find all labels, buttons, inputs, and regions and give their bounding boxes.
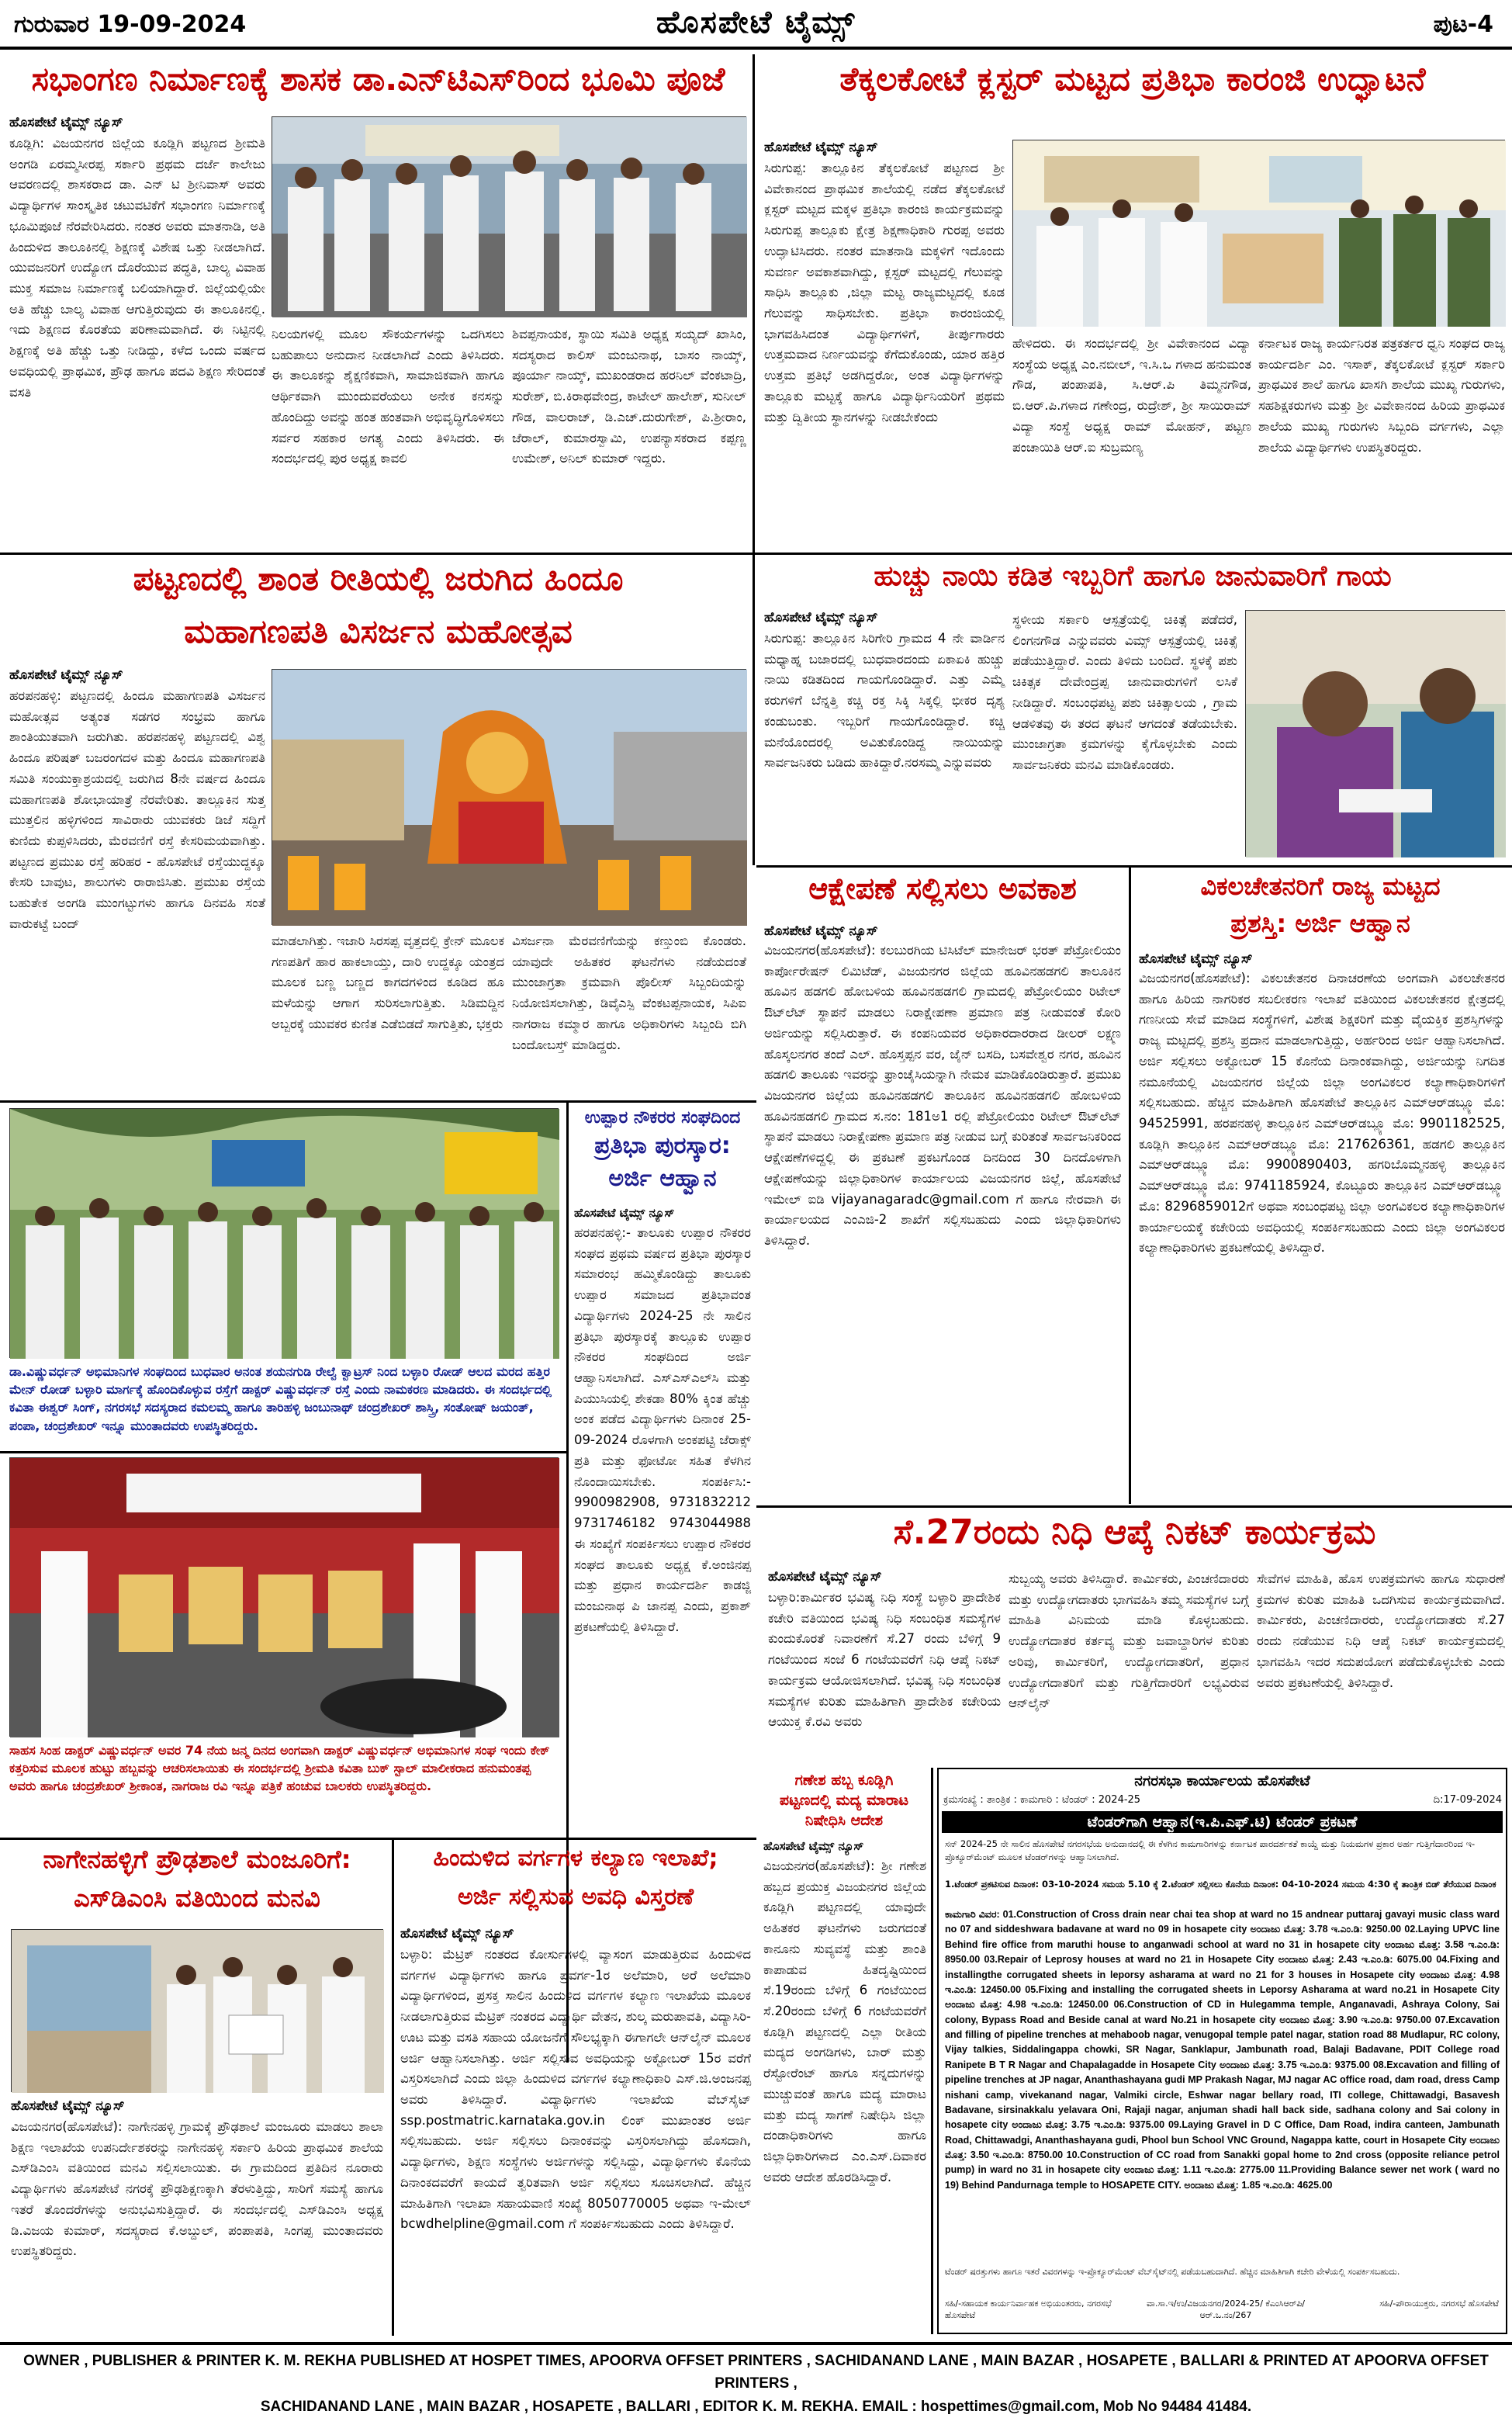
byline: ಹೊಸಪೇಟೆ ಟೈಮ್ಸ್ ನ್ಯೂಸ್ [768,1569,882,1585]
column-divider [753,54,755,865]
tender-note: ಟೆಂಡರ್ ಷರತ್ತುಗಳು ಹಾಗೂ ಇತರೆ ವಿವರಗಳನ್ನು ಇ-ಪ್ರೊಕ್ಯೂರ್‌ಮೆಂಟ್ ವೆಬ್‌ಸೈಟ್‌ನಲ್ಲಿ ಪಡೆಯಬಹುದಾಗಿದೆ. ಹೆಚ್ಚಿನ ಮಾಹಿತಿಗಾಗಿ ಕಚೇರಿ ವೇಳೆಯಲ್ಲಿ ಸಂಪರ್ಕಿಸಬಹುದು. [945,2267,1400,2277]
article-body: ಕರ್ನಾಟಕ ರಾಜ್ಯ ಕಾರ್ಯನಿರತ ಪತ್ರಕರ್ತರ ಧ್ವನಿ ಸಂಘದ ರಾಜ್ಯ ಕಾರ್ಯದರ್ಶಿ ಎಂ. ಇಸಾಕ್, ತೆಕ್ಕಲಕೋಟೆ ಕ್ಲಸ್ಟರ್ ಸರ್ಕಾರಿ ಪ್ರಾಥಮಿಕ ಶಾಲೆ ಹಾಗೂ ಖಾಸಗಿ ಶಾಲೆಯ ಮುಖ್ಯ ಗುರುಗಳು, ಸಹಶಿಕ್ಷಕರುಗಳು ಮತ್ತು ಶ್ರೀ ವಿವೇಕಾನಂದ ಹಿರಿಯ ಪ್ರಾಥಮಿಕ ಶಾಲೆಯ ಮುಖ್ಯ ಗುರುಗಳು ಸಿಬ್ಬಂದಿ ವರ್ಗಗಳು, ಎಲ್ಲಾ ಶಾಲೆಯ ವಿದ್ಯಾರ್ಥಿಗಳು ಉಪಸ್ಥಿತರಿದ್ದರು. [1258,336,1505,455]
article-headline: ವಿಕಲಚೇತನರಿಗೆ ರಾಜ್ಯ ಮಟ್ಟದ [1200,871,1441,901]
article-body: ಸ್ಥಳೀಯ ಸರ್ಕಾರಿ ಆಸ್ಪತ್ರೆಯಲ್ಲಿ ಚಿಕಿತ್ಸೆ ಪಡೆದರೆ, ಲಿಂಗನಗೌಡ ಎನ್ನುವವರು ವಿಮ್ಸ್ ಆಸ್ಪತ್ರೆಯಲ್ಲಿ ಚಿಕಿತ್ಸೆ ಪಡೆಯುತ್ತಿದ್ದಾರೆ. ಎಂದು ತಿಳಿದು ಬಂದಿದೆ. ಸ್ಥಳಕ್ಕೆ ಪಶು ಚಿಕಿತ್ಸಕ ದೇವೇಂದ್ರಪ್ಪ ಜಾನುವಾರುಗಳಿಗೆ ಲಸಿಕೆ ನೀಡಿದ್ದಾರೆ. ಸಂಬಂಧಪಟ್ಟ ಪಶು ಚಿಕಿತ್ಸಾಲಯ , ಗ್ರಾಮ ಆಡಳಿತವು ಈ ತರದ ಘಟನೆ ಆಗದಂತೆ ತಡೆಯಬೇಕು. ಮುಂಜಾಗ್ರತಾ ಕ್ರಮಗಳನ್ನು ಕೈಗೊಳ್ಳಬೇಕು ಎಂದು ಸಾರ್ವಜನಿಕರು ಮನವಿ ಮಾಡಿಕೊಂಡರು. [1012,612,1237,773]
tender-ro-number: ವಾ.ಸಾ.ಇ/ಉ/ವಿಜಯನಗರ/2024-25/ ಕೆಎಂಸಿಆರ್‌ಪಿ/ಆರ್.ಒ.ನಂ/267 [1147,2298,1305,2320]
byline: ಹೊಸಪೇಟೆ ಟೈಮ್ಸ್ ನ್ಯೂಸ್ [764,923,878,939]
article-headline: ಅರ್ಜಿ ಆಹ್ವಾನ [608,1165,717,1192]
pratibha-karanji-photo [1012,140,1505,326]
tender-title: ಟೆಂಡರ್‌ಗಾಗಿ ಆಹ್ವಾನ(ಇ.ಪಿ.ಎಫ್.ಟಿ) ಟೆಂಡರ್ ಪ್ರಕಟಣೆ [942,1811,1503,1833]
ground-breaking-photo [272,116,746,317]
tender-signatory: ಸಹಿ/-ಸಹಾಯಕ ಕಾರ್ಯನಿರ್ವಾಹಕ ಅಭಿಯಂತರರು, ನಗರಸಭೆ ಹೊಸಪೇಟೆ [945,2298,1112,2320]
article-body: ವಿಜಯನಗರ(ಹೊಸಪೇಟೆ): ಶ್ರೀ ಗಣೇಶ ಹಬ್ಬದ ಪ್ರಯುಕ್ತ ವಿಜಯನಗರ ಜಿಲ್ಲೆಯ ಕೂಡ್ಲಿಗಿ ಪಟ್ಟಣದಲ್ಲಿ ಯಾವುದೇ ಅಹಿತಕರ ಘಟನೆಗಳು ಜರುಗದಂತೆ ಕಾನೂನು ಸುವ್ಯವಸ್ಥೆ ಮತ್ತು ಶಾಂತಿ ಕಾಪಾಡುವ ಹಿತದೃಷ್ಟಿಯಿಂದ ಸೆ.19ರಂದು ಬೆಳಿಗ್ಗೆ 6 ಗಂಟೆಯಿಂದ ಸೆ.20ರಂದು ಬೆಳಿಗ್ಗೆ 6 ಗಂಟೆಯವರೆಗೆ ಕೂಡ್ಲಿಗಿ ಪಟ್ಟಣದಲ್ಲಿ ಎಲ್ಲಾ ರೀತಿಯ ಮದ್ಯದ ಅಂಗಡಿಗಳು, ಬಾರ್ ಮತ್ತು ರೆಸ್ಟೋರೆಂಟ್ ಹಾಗೂ ಸನ್ನದುಗಳನ್ನು ಮುಚ್ಚುವಂತೆ ಹಾಗೂ ಮದ್ಯ ಮಾರಾಟ ಮತ್ತು ಮದ್ಯ ಸಾಗಣೆ ನಿಷೇಧಿಸಿ ಜಿಲ್ಲಾ ದಂಡಾಧಿಕಾರಿಗಳು ಹಾಗೂ ಜಿಲ್ಲಾಧಿಕಾರಿಗಳಾದ ಎಂ.ಎಸ್.ದಿವಾಕರ ಅವರು ಆದೇಶ ಹೊರಡಿಸಿದ್ದಾರೆ. [763,1859,926,2184]
tender-intro: ಸನ್ 2024-25 ನೇ ಸಾಲಿನ ಹೊಸಪೇಟೆ ನಗರಸಭೆಯ ಅನುದಾನದಲ್ಲಿ ಈ ಕೆಳಗಿನ ಕಾಮಗಾರಿಗಳನ್ನು ಕರ್ನಾಟಕ ಪಾರದರ್ಶಕತೆ ಕಾಯ್ದೆ ಮತ್ತು ನಿಯಮಗಳ ಪ್ರಕಾರ ಅರ್ಹ ಗುತ್ತಿಗೆದಾರರಿಂದ ಇ-ಪ್ರೊಕ್ಯೂರ್‌ಮೆಂಟ್ ಮೂಲಕ ಟೆಂಡರ್‌ಗಳನ್ನು ಆಹ್ವಾನಿಸಲಾಗಿದೆ. [945,1838,1476,1862]
tender-works-list: ಕಾಮಗಾರಿ ವಿವರ: 01.Construction of Cross drain near chai tea shop at ward no 15 andnear puttaraj gavayi music class ward no 07 and siddeshwara badavane at ward no 09 in hosapete city ಅಂದಾಜು ಮೊತ್ತ: 3.78 ಇ.ಎಂ.ಡಿ: 9250.00 02.Laying UPVC line Behind fire office from maruthi house to anganwadi school at ward no 31 in hosapete city ಅಂದಾಜು ಮೊತ್ತ: 3.58 ಇ.ಎಂ.ಡಿ: 8950.00 03.Repair of Leprosy houses at ward no 21 in Hosapete City ಅಂದಾಜು ಮೊತ್ತ: 2.43 ಇ.ಎಂ.ಡಿ: 6075.00 04.Fixing and installingthe corrugated sheets in leporsy asharama at ward no 21 for 3 houses in Hosapete city ಅಂದಾಜು ಮೊತ್ತ: 4.98 ಇ.ಎಂ.ಡಿ: 12450.00 05.Fixing and installing the corrugated sheets in Leporsy Asharama at ward no.21 in Hosapete City ಅಂದಾಜು ಮೊತ್ತ: 4.98 ಇ.ಎಂ.ಡಿ: 12450.00 06.Construction of CD in Hulegamma temple, Anganavadi, Ashraya Colony, Sai colony, Bypass Road and Beside canal at ward No.21 in hosapete city ಅಂದಾಜು ಮೊತ್ತ: 3.90 ಇ.ಎಂ.ಡಿ: 9750.00 07.Excavation and filling of pipeline trenches at mehaboob nagar, venugopal temple patel nagar, station road 88 Mudlapur, RC colony, Vijay talkies, Siddalingappa chowki, SR Nagar, Sanklapur, Jambunath road, Balaji Badavane, PDIT College road Ranipete B T R Nagar and Chapalagadde in Hosapete City ಅಂದಾಜು ಮೊತ್ತ: 3.75 ಇ.ಎಂ.ಡಿ: 9375.00 08.Excavation and filling of pipeline trenches at JP nagar, Ananthashayana gudi MP Prakash Nagar, MJ nagar AC office road, dam road, dress Camp nishani camp, vivekanand nagar, Valmiki circle, Eshwar nagar bellary road, ITI college, Chittawadgi, Basavesh Badavane, sirsinakkalu yelavara Oni, Rajaji nagar, anjuman shadi hall back side, sadhana colony and Sai colony in hosapete city ಅಂದಾಜು ಮೊತ್ತ: 3.75 ಇ.ಎಂ.ಡಿ: 9375.00 09.Laying Gravel in D C Office, Dam Road, indira canteen, Jambunath Road, Chittawadgi, Ananthashayana gudi, Phool bun School VNC Ground, Nagappa katte, court in Hosapete City ಅಂದಾಜು ಮೊತ್ತ: 3.50 ಇ.ಎಂ.ಡಿ: 8750.00 10.Construction of CC road from Sanakki gopal home to 2nd cross (opposite reliance petrol pump) in ward no 31 in hosapete city ಅಂದಾಜು ಮೊತ್ತ: 1.11 ಇ.ಎಂ.ಡಿ: 2775.00 11.Providing Balance sewer net work ( ward no 19) Behind Pandurnaga temple to HOSAPETE CITY. ಅಂದಾಜು ಮೊತ್ತ: 1.85 ಇ.ಎಂ.ಡಿ: 4625.00 [945,1909,1500,2191]
article-headline: ಪ್ರತಿಭಾ ಪುರಸ್ಕಾರ: [594,1132,731,1159]
article-body: ವಿಜಯನಗರ(ಹೊಸಪೇಟೆ): ವಿಕಲಚೇತನರ ದಿನಾಚರಣೆಯ ಅಂಗವಾಗಿ ವಿಕಲಚೇತನರ ಹಾಗೂ ಹಿರಿಯ ನಾಗರಿಕರ ಸಬಲೀಕರಣ ಇಲಾಖೆ ವತಿಯಿಂದ ವಿಕಲಚೇತನರ ಕ್ಷೇತ್ರದಲ್ಲಿ ಗಣನೀಯ ಸೇವೆ ಮಾಡಿದ ಸಂಸ್ಥೆಗಳಿಗೆ, ವಿಶೇಷ ಶಿಕ್ಷಕರಿಗೆ ಮತ್ತು ವೈಯಕ್ತಿಕ ಪ್ರಶಸ್ತಿಗಳನ್ನು ರಾಜ್ಯ ಮಟ್ಟದಲ್ಲಿ ಪ್ರಶಸ್ತಿ ಪ್ರದಾನ ಮಾಡಲಾಗುತ್ತಿದ್ದು, ಅರ್ಹರಿಂದ ಅರ್ಜಿ ಆಹ್ವಾನಿಸಲಾಗಿದೆ. ಅರ್ಜಿ ಸಲ್ಲಿಸಲು ಅಕ್ಟೋಬರ್ 15 ಕೊನೆಯ ದಿನಾಂಕವಾಗಿದ್ದು, ಅರ್ಜಿಯನ್ನು ನಿಗದಿತ ನಮೂನೆಯಲ್ಲಿ ವಿಜಯನಗರ ಜಿಲ್ಲೆಯ ಜಿಲ್ಲಾ ಅಂಗವಿಕಲರ ಕಲ್ಯಾಣಾಧಿಕಾರಿಗಳಿಗೆ ಸಲ್ಲಿಸಬಹುದು. ಹೆಚ್ಚಿನ ಮಾಹಿತಿಗಾಗಿ ಹೊಸಪೇಟೆ ತಾಲ್ಲೂಕಿನ ಎಮ್‌ಆರ್‌ಡಬ್ಲ್ಯೂ ಮೊ: 94525991, ಹರಪನಹಳ್ಳಿ ತಾಲ್ಲೂಕಿನ ಎಮ್‌ಆರ್‌ಡಬ್ಲ್ಯೂ ಮೊ: 9901182525, ಕೂಡ್ಲಿಗಿ ತಾಲ್ಲೂಕಿನ ಎಮ್‌ಆರ್‌ಡಬ್ಲ್ಯೂ ಮೊ: 217626361, ಹಡಗಲಿ ತಾಲ್ಲೂಕಿನ ಎಮ್‌ಆರ್‌ಡಬ್ಲ್ಯೂ ಮೊ: 9900890403, ಹಗರಿಬೊಮ್ಮನಹಳ್ಳಿ ತಾಲ್ಲೂಕಿನ ಎಮ್‌ಆರ್‌ಡಬ್ಲ್ಯೂ ಮೊ: 9741185924, ಕೊಟ್ಟೂರು ತಾಲ್ಲೂಕಿನ ಎಮ್‌ಆರ್‌ಡಬ್ಲ್ಯೂ ಮೊ: 8296859012ಗೆ ಅಥವಾ ಸಂಬಂಧಪಟ್ಟ ಜಿಲ್ಲಾ ಅಂಗವಿಕಲರ ಕಲ್ಯಾಣಾಧಿಕಾರಿಗಳ ಕಾರ್ಯಾಲಯಕ್ಕೆ ಕಚೇರಿಯ ಅವಧಿಯಲ್ಲಿ ಸಂಪರ್ಕಿಸಬಹುದು ಎಂದು ಜಿಲ್ಲಾ ಅಂಗವಿಕಲರ ಕಲ್ಯಾಣಾಧಿಕಾರಿಗಳು ಪ್ರಕಟಣೆಯಲ್ಲಿ ತಿಳಿಸಿದ್ದಾರೆ. [1139,971,1505,1256]
article-body: ವಿಜಯನಗರ(ಹೊಸಪೇಟೆ): ಕಲಬುರಗಿಯ ಟಿಸಿಟೆಲ್ ಮಾನೇಜರ್ ಭರತ್ ಪೆಟ್ರೋಲಿಯಂ ಕಾರ್ಪೋರೇಷನ್ ಲಿಮಿಟೆಡ್, ವಿಜಯನಗರ ಜಿಲ್ಲೆಯ ಹೂವಿನಹಡಗಲಿ ತಾಲೂಕಿನ ಹೂವಿನ ಹಡಗಲಿ ಹೋಬಳಿಯ ಹೂವಿನಹಡಗಲಿ ಗ್ರಾಮದಲ್ಲಿ ಪೆಟ್ರೋಲಿಯಂ ರಿಟೇಲ್ ಔಟ್‌ಲೆಟ್ ಸ್ಥಾಪನೆ ಮಾಡಲು ನಿರಾಕ್ಷೇಪಣಾ ಪ್ರಮಾಣ ಪತ್ರ ನೀಡುವಂತೆ ಕೋರಿ ಅರ್ಜಿಯನ್ನು ಸಲ್ಲಿಸಿರುತ್ತಾರೆ. ಈ ಕಂಪನಿಯವರ ಅಧಿಕಾರದಾರರಾದ ಡೀಲರ್ ಲಕ್ಷ್ಮಣ ಹೊಸ್ಕಲನಗರ ತಂದೆ ಎಲ್. ಹೊಸ್ತಪ್ಪನ ವರ, ಜೈನ್ ಬಸದಿ, ಬಸವೇಶ್ವರ ನಗರ, ಹೂವಿನ ಹಡಗಲಿ ತಾಲೂಕು ಇವರನ್ನು ಫ್ರಾಂಚೈಸಿಯನ್ನಾಗಿ ನೇಮಕ ಮಾಡಿಕೊಂಡಿರುತ್ತಾರೆ. ಪ್ರಮುಖ ವಿಜಯನಗರ ಜಿಲ್ಲೆಯ ಹೂವಿನಹಡಗಲಿ ತಾಲೂಕಿನ ಹೂವಿನಹಡಗಲಿ ಹೋಬಳಿಯ ಹೂವಿನಹಡಗಲಿ ಗ್ರಾಮದ ಸ.ನಂ: 181ಅ1 ರಲ್ಲಿ ಪೆಟ್ರೋಲಿಯಂ ರಿಟೇಲ್ ಔಟ್‌ಲೆಟ್ ಸ್ಥಾಪನೆ ಮಾಡಲು ನಿರಾಕ್ಷೇಪಣಾ ಪ್ರಮಾಣ ಪತ್ರ ನೀಡುವ ಬಗ್ಗೆ ಕುರಿತಂತೆ ಸಾರ್ವಜನಿಕರಿಂದ ಆಕ್ಷೇಪಣೆಗಳಿದ್ದಲ್ಲಿ ಈ ಪ್ರಕಟಣೆ ಪ್ರಕಟಗೊಂಡ ದಿನದಿಂದ 30 ದಿನದೊಳಗಾಗಿ ಆಕ್ಷೇಪಣೆಯನ್ನು ಜಿಲ್ಲಾಧಿಕಾರಿಗಳ ಕಾರ್ಯಾಲಯ ವಿಜಯನಗರ ಜಿಲ್ಲೆ, ಹೊಸಪೇಟೆ ಇಮೇಲ್ ಐಡಿ vijayanagaradc@gmail.com ಗೆ ಹಾಗೂ ನೇರವಾಗಿ ಈ ಕಾರ್ಯಾಲಯದ ಎಂಎಜಿ-2 ಶಾಖೆಗೆ ಸಲ್ಲಿಸಬಹುದು ಎಂದು ಜಿಲ್ಲಾಧಿಕಾರಿಗಳು ತಿಳಿಸಿದ್ದಾರೆ. [764,943,1121,1249]
section-divider [0,1100,756,1103]
article-headline: ಅರ್ಜಿ ಸಲ್ಲಿಸುವ ಅವಧಿ ವಿಸ್ತರಣೆ [457,1883,694,1910]
article-headline: ಎಸ್‌ಡಿಎಂಸಿ ವತಿಯಿಂದ ಮನವಿ [74,1883,320,1913]
byline: ಹೊಸಪೇಟೆ ಟೈಮ್ಸ್ ನ್ಯೂಸ್ [9,115,123,130]
article-headline: ಮಹಾಗಣಪತಿ ವಿಸರ್ಜನ ಮಹೋತ್ಸವ [184,612,573,650]
article-headline: ಸೆ.27ರಂದು ನಿಧಿ ಆಪ್ಕೆ ನಿಕಟ್ ಕಾರ್ಯಕ್ರಮ [893,1512,1376,1552]
imprint-line: OWNER , PUBLISHER & PRINTER K. M. REKHA PUBLISHED AT HOSPET TIMES, APOORVA OFFSET PRINTERS , SACHIDANAND LANE , MAIN BAZAR , HOSAPETE , BALLARI & PRINTED AT APOORVA OFFSET PRINTERS , [23,2353,1489,2392]
article-body: ಹರಪನಹಳ್ಳಿ: ಪಟ್ಟಣದಲ್ಲಿ ಹಿಂದೂ ಮಹಾಗಣಪತಿ ವಿಸರ್ಜನ ಮಹೋತ್ಸವ ಅತ್ಯಂತ ಸಡಗರ ಸಂಭ್ರಮ ಹಾಗೂ ಶಾಂತಿಯುತವಾಗಿ ಜರುಗಿತು. ಹರಪನಹಳ್ಳಿ ಪಟ್ಟಣದಲ್ಲಿ ವಿಶ್ವ ಹಿಂದೂ ಪರಿಷತ್ ಬಜರಂಗದಳ ಮತ್ತು ಹಿಂದೂ ಮಹಾಗಣಪತಿ ಸಮಿತಿ ಸಂಯುಕ್ತಾಶ್ರಯದಲ್ಲಿ ಜರುಗಿದ 8ನೇ ವರ್ಷದ ಹಿಂದೂ ಮಹಾಗಣಪತಿ ಶೋಭಾಯಾತ್ರೆ ನೆರವೇರಿತು. ತಾಲ್ಲೂಕಿನ ಸುತ್ತ ಮುತ್ತಲಿನ ಹಳ್ಳಿಗಳಿಂದ ಸಾವಿರಾರು ಯುವಕರು ಡಿಜೆ ಸದ್ದಿಗೆ ಕುಣಿದು ಕುಪ್ಪಳಿಸಿದರು, ಮೆರವಣಿಗೆ ರಸ್ತೆ ಕೇಸರಿಮಯವಾಗಿತ್ತು. ಪಟ್ಟಣದ ಪ್ರಮುಖ ರಸ್ತೆ ಹರಿಹರ - ಹೊಸಪೇಟೆ ರಸ್ತೆಯುದ್ದಕ್ಕೂ ಕೇಸರಿ ಬಾವುಟ, ಶಾಲುಗಳು ರಾರಾಜಿಸಿತು. ಪ್ರಮುಖ ರಸ್ತೆಯ ಬಹುತೇಕ ಅಂಗಡಿ ಮುಂಗಟ್ಟುಗಳು ಹಾಗೂ ದಿನವಹಿ ಸಂತೆ ವಾರುಕಟ್ಟೆ ಬಂದ್ [9,688,265,931]
article-body: ವಿಸರ್ಜನಾ ಮೆರವಣಿಗೆಯನ್ನು ಕಣ್ತುಂಬಿ ಕೊಂಡರು. ಯಾವುದೇ ಅಹಿತಕರ ಘಟನೆಗಳು ನಡೆಯದಂತೆ ಮುಂಜಾಗ್ರತಾ ಕ್ರಮವಾಗಿ ಪೊಲೀಸ್ ಸಿಬ್ಬಂದಿಯನ್ನು ನಿಯೋಜಿಸಲಾಗಿತ್ತು, ಡಿವೈಎಸ್ಪಿ ವೆಂಕಟಪ್ಪನಾಯಕ, ಸಿಪಿಐ ನಾಗರಾಜ ಕಮ್ಮಾರ ಹಾಗೂ ಅಧಿಕಾರಿಗಳು ಸಿಬ್ಬಂದಿ ಬಿಗಿ ಬಂದೋಬಸ್ತ್ ಮಾಡಿದ್ದರು. [512,934,746,1052]
byline: ಹೊಸಪೇಟೆ ಟೈಮ್ಸ್ ನ್ಯೂಸ್ [764,140,878,155]
article-body: ಕೂಡ್ಲಿಗಿ: ವಿಜಯನಗರ ಜಿಲ್ಲೆಯ ಕೂಡ್ಲಿಗಿ ಪಟ್ಟಣದ ಶ್ರೀಮತಿ ಅಂಗಡಿ ಏರಮ್ಮಸೀರಪ್ಪ ಸರ್ಕಾರಿ ಪ್ರಥಮ ದರ್ಜೆ ಕಾಲೇಜು ಆವರಣದಲ್ಲಿ ಶಾಸಕರಾದ ಡಾ. ಎನ್ ಟಿ ಶ್ರೀನಿವಾಸ್ ಅವರು ವಿದ್ಯಾರ್ಥಿಗಳ ಸಾಂಸ್ಕೃತಿಕ ಚಟುವಟಿಕೆಗೆ ಸಭಾಂಗಣ ನಿರ್ಮಾಣಕ್ಕೆ ಭೂಮಿಪೂಜೆ ನೆರವೇರಿಸಿದರು. ನಂತರ ಅವರು ಮಾತನಾಡಿ, ಅತಿ ಹಿಂದುಳಿದ ತಾಲೂಕಿನಲ್ಲಿ ಶಿಕ್ಷಣಕ್ಕೆ ವಿಶೇಷ ಒತ್ತು ನೀಡಲಾಗಿದೆ. ಯುವಜನರಿಗೆ ಉದ್ಯೋಗ ದೊರೆಯುವ ಪದ್ಧತಿ, ಬಾಲ್ಯ ವಿವಾಹ ಮುಕ್ತ ಸಮಾಜ ನಿರ್ಮಾಣಕ್ಕೆ ಬಲಿಯಾಗಿದ್ದಾರೆ. ಜಿಲ್ಲೆಯಲ್ಲಿಯೇ ಅತಿ ಹೆಚ್ಚು ಬಾಲ್ಯ ವಿವಾಹ ಆಗುತ್ತಿರುವುದು ಈ ತಾಲೂಕಿನಲ್ಲಿ. ಇದು ಶಿಕ್ಷಣದ ಕೊರತೆಯ ಪರಿಣಾಮವಾಗಿದೆ. ಈ ನಿಟ್ಟಿನಲ್ಲಿ ಶಿಕ್ಷಣಕ್ಕೆ ಅತಿ ಹೆಚ್ಚು ಒತ್ತು ನೀಡಿದ್ದು, ಕಳೆದ ಒಂದು ವರ್ಷದ ಅವಧಿಯಲ್ಲಿ ಪ್ರಾಥಮಿಕ, ಪ್ರೌಢ ಹಾಗೂ ಪದವಿ ಶಿಕ್ಷಣ ಸೇರಿದಂತೆ ವಸತಿ [9,136,265,400]
dog-bite-victim-photo [1245,610,1505,857]
article-body: ಶಿವಪ್ಪನಾಯಕ, ಸ್ಥಾಯಿ ಸಮಿತಿ ಅಧ್ಯಕ್ಷ ಸಯ್ಯದ್ ಖಾಸಿಂ, ಸದಸ್ಯರಾದ ಕಾಲಿಸ್ ಮಂಜುನಾಥ, ಬಾಸಂ ನಾಯ್ಕ್, ಪೂರ್ಯಾ ನಾಯ್ಕ್, ಮುಖಂಡರಾದ ಹರನಿಲ್ ವೆಂಕಟಾದ್ರಿ, ಸುರೇಶ್, ಬಿ.ಕಿರಾಥವೇಂದ್ರ, ಕಾಟೇಲ್ ಹಾಲೇಶ್, ಸುನೀಲ್ ಗೌಡ, ವಾಲರಾಜ್, ಡಿ.ಎಚ್.ದುರುಗೇಶ್, ಪಿ.ಶ್ರೀರಾಂ, ಜೆರಾಲ್, ಕುಮಾರಸ್ವಾಮಿ, ಉಪನ್ಯಾಸಕರಾದ ಕಪ್ಪಣ್ಣ ಉಮೇಶ್, ಅನಿಲ್ ಕುಮಾರ್ ಇದ್ದರು. [512,327,746,466]
article-headline: ಸಭಾಂಗಣ ನಿರ್ಮಾಣಕ್ಕೆ ಶಾಸಕ ಡಾ.ಎನ್‌ಟಿಎಸ್‌ರಿಂದ ಭೂಮಿ ಪೂಜೆ [31,60,725,98]
column-divider [1129,868,1131,1504]
column-divider [392,1839,394,2336]
article-body: ಸೇವೆಗಳ ಮಾಹಿತಿ, ಹೊಸ ಉಪಕ್ರಮಗಳು ಹಾಗೂ ಸುಧಾರಣೆ ಕ್ರಮಗಳ ಕುರಿತು ಮಾಹಿತಿ ಒದಗಿಸುವ ಕಾರ್ಯಕ್ರಮವಾಗಿದೆ. ಕಾರ್ಮಿಕರು, ಪಿಂಚಣಿದಾರರು, ಉದ್ಯೋಗದಾತರು ಸೆ.27 ರಂದು ನಡೆಯುವ ನಿಧಿ ಆಪ್ಕೆ ನಿಕಟ್ ಕಾರ್ಯಕ್ರಮದಲ್ಲಿ ಭಾಗವಹಿಸಿ ಇದರ ಸದುಪಯೋಗ ಪಡೆದುಕೊಳ್ಳಬೇಕು ಎಂದು ಅವರು ಪ್ರಕಟಣೆಯಲ್ಲಿ ತಿಳಿಸಿದ್ದಾರೆ. [1257,1571,1505,1690]
byline: ಹೊಸಪೇಟೆ ಟೈಮ್ಸ್ ನ್ಯೂಸ್ [763,1839,864,1853]
tender-ref: ಕ್ರಮಸಂಖ್ಯೆ : ತಾಂತ್ರಿಕ : ಕಾಮಗಾರಿ : ಟೆಂಡರ್ : 2024-25 [943,1794,1141,1806]
column-divider [566,1102,569,2063]
tender-notice [937,1768,1507,2334]
byline: ಹೊಸಪೇಟೆ ಟೈಮ್ಸ್ ನ್ಯೂಸ್ [400,1926,514,1942]
memorandum-photo [11,1929,383,2092]
section-divider [0,1838,756,1840]
article-headline: ಪಟ್ಟಣದಲ್ಲಿ ಮದ್ಯ ಮಾರಾಟ [779,1792,909,1809]
article-headline: ಉಪ್ಪಾರ ನೌಕರರ ಸಂಘದಿಂದ [584,1108,741,1128]
imprint-line: SACHIDANAND LANE , MAIN BAZAR , HOSAPETE , BALLARI , EDITOR K. M. REKHA. EMAIL : hospettimes@gmail.com, Mob No 94484 41484. [260,2398,1252,2415]
article-body: ಬಳ್ಳಾರಿ:ಕಾರ್ಮಿಕರ ಭವಿಷ್ಯ ನಿಧಿ ಸಂಸ್ಥೆ ಬಳ್ಳಾರಿ ಪ್ರಾದೇಶಿಕ ಕಚೇರಿ ವತಿಯಿಂದ ಭವಿಷ್ಯ ನಿಧಿ ಸಂಬಂಧಿತ ಸಮಸ್ಯೆಗಳ ಕುಂದುಕೊರತೆ ನಿವಾರಣೆಗೆ ಸೆ.27 ರಂದು ಬೆಳಿಗ್ಗೆ 9 ಗಂಟೆಯಿಂದ ಸಂಜೆ 6 ಗಂಟೆಯವರೆಗೆ ನಿಧಿ ಆಪ್ಕೆ ನಿಕಟ್ ಕಾರ್ಯಕ್ರಮ ಆಯೋಜಿಸಲಾಗಿದೆ. ಭವಿಷ್ಯ ನಿಧಿ ಸಂಬಂಧಿತ ಸಮಸ್ಯೆಗಳ ಕುರಿತು ಮಾಹಿತಿಗಾಗಿ ಪ್ರಾದೇಶಿಕ ಕಚೇರಿಯ ಆಯುಕ್ತ ಕೆ.ರವಿ ಅವರು [768,1590,1001,1730]
birthday-celebration-photo [9,1457,559,1737]
byline: ಹೊಸಪೇಟೆ ಟೈಮ್ಸ್ ನ್ಯೂಸ್ [9,667,123,683]
article-headline: ಗಣೇಶ ಹಬ್ಬ ಕೂಡ್ಲಿಗಿ [794,1772,894,1789]
article-body: ನಿಲಯಗಳಲ್ಲಿ ಮೂಲ ಸೌಕರ್ಯಗಳನ್ನು ಒದಗಿಸಲು ಬಹುಪಾಲು ಅನುದಾನ ನೀಡಲಾಗಿದೆ ಎಂದು ತಿಳಿಸಿದರು. ಈ ತಾಲೂಕನ್ನು ಶೈಕ್ಷಣಿಕವಾಗಿ, ಸಾಮಾಜಿಕವಾಗಿ ಹಾಗೂ ಆರ್ಥಿಕವಾಗಿ ಮುಂದುವರೆಯಲು ಅನೇಕ ಕನಸನ್ನು ಹೊಂದಿದ್ದು ಅವನ್ನು ಹಂತ ಹಂತವಾಗಿ ಅಭಿವೃದ್ಧಿಗೊಳಿಸಲು ಸರ್ವರ ಸಹಕಾರ ಅಗತ್ಯ ಎಂದು ತಿಳಿಸಿದರು. ಈ ಸಂದರ್ಭದಲ್ಲಿ ಪುರ ಅಧ್ಯಕ್ಷ ಕಾವಲಿ [272,327,504,466]
tender-date: ದಿ:17-09-2024 [1433,1794,1502,1806]
section-divider [0,1451,566,1453]
article-body: ಬಳ್ಳಾರಿ: ಮೆಟ್ರಿಕ್ ನಂತರದ ಕೋರ್ಸುಗಳಲ್ಲಿ ವ್ಯಾಸಂಗ ಮಾಡುತ್ತಿರುವ ಹಿಂದುಳಿದ ವರ್ಗಗಳ ವಿದ್ಯಾರ್ಥಿಗಳು ಹಾಗೂ ಪ್ರವರ್ಗ-1ರ ಅಲೆಮಾರಿ, ಅರೆ ಅಲೆಮಾರಿ ವಿದ್ಯಾರ್ಥಿಗಳಿಂದ, ಪ್ರಸಕ್ತ ಸಾಲಿನ ಹಿಂದುಳಿದ ವರ್ಗಗಳ ಕಲ್ಯಾಣ ಇಲಾಖೆಯ ಮೂಲಕ ನೀಡಲಾಗುತ್ತಿರುವ ಮೆಟ್ರಿಕ್ ನಂತರದ ವಿದ್ಯಾರ್ಥಿ ವೇತನ, ಶುಲ್ಕ ಮರುಪಾವತಿ, ವಿದ್ಯಾಸಿರಿ-ಊಟ ಮತ್ತು ವಸತಿ ಸಹಾಯ ಯೋಜನೆಗೆ ಸೌಲಭ್ಯಕ್ಕಾಗಿ ಈಗಾಗಲೇ ಆನ್‌ಲೈನ್ ಮೂಲಕ ಅರ್ಜಿ ಆಹ್ವಾನಿಸಲಾಗಿತ್ತು. ಅರ್ಜಿ ಸಲ್ಲಿಸುವ ಅವಧಿಯನ್ನು ಅಕ್ಟೋಬರ್ 15ರ ವರೆಗೆ ವಿಸ್ತರಿಸಲಾಗಿದೆ ಎಂದು ಜಿಲ್ಲಾ ಹಿಂದುಳಿದ ವರ್ಗಗಳ ಕಲ್ಯಾಣಾಧಿಕಾರಿ ಎಸ್.ಜಿ.ಅಂಜನಪ್ಪ ಅವರು ತಿಳಿಸಿದ್ದಾರೆ. ವಿದ್ಯಾರ್ಥಿಗಳು ಇಲಾಖೆಯ ವೆಬ್‌ಸೈಟ್ ssp.postmatric.karnataka.gov.in ಲಿಂಕ್ ಮುಖಾಂತರ ಅರ್ಜಿ ಸಲ್ಲಿಸಬಹುದು. ಅರ್ಜಿ ಸಲ್ಲಿಸಲು ದಿನಾಂಕವನ್ನು ವಿಸ್ತರಿಸಲಾಗಿದ್ದು ಹೊಸದಾಗಿ, ವಿದ್ಯಾರ್ಥಿಗಳು, ಶಿಕ್ಷಣ ಸಂಸ್ಥೆಗಳು ಅರ್ಜಿಗಳನ್ನು ಸಲ್ಲಿಸಿದ್ದು, ವಿದ್ಯಾರ್ಥಿಗಳು ಕೊನೆಯ ದಿನಾಂಕದವರೆಗೆ ಕಾಯದೆ ತ್ವರಿತವಾಗಿ ಅರ್ಜಿ ಸಲ್ಲಿಸಲು ಸೂಚಿಸಲಾಗಿದೆ. ಹೆಚ್ಚಿನ ಮಾಹಿತಿಗಾಗಿ ಇಲಾಖಾ ಸಹಾಯವಾಣಿ ಸಂಖ್ಯೆ 8050770005 ಅಥವಾ ಇ-ಮೇಲ್ bcwdhelpline@gmail.com ಗೆ ಸಂಪರ್ಕಿಸಬಹುದು ಎಂದು ತಿಳಿಸಿದ್ದಾರೆ. [400,1947,751,2232]
article-headline: ತೆಕ್ಕಲಕೋಟೆ ಕ್ಲಸ್ಟರ್ ಮಟ್ಟದ ಪ್ರತಿಭಾ ಕಾರಂಜಿ ಉದ್ಘಾಟನೆ [839,60,1426,98]
article-headline: ನಿಷೇಧಿಸಿ ಆದೇಶ [804,1812,884,1829]
article-body: ವಿಜಯನಗರ(ಹೊಸಪೇಟೆ): ನಾಗೇನಹಳ್ಳಿ ಗ್ರಾಮಕ್ಕೆ ಪ್ರೌಢಶಾಲೆ ಮಂಜೂರು ಮಾಡಲು ಶಾಲಾ ಶಿಕ್ಷಣ ಇಲಾಖೆಯ ಉಪನಿರ್ದೇಶಕರನ್ನು ನಾಗೇನಹಳ್ಳಿ ಸರ್ಕಾರಿ ಹಿರಿಯ ಪ್ರಾಥಮಿಕ ಶಾಲೆಯ ಎಸ್‌ಡಿಎಂಸಿ ವತಿಯಿಂದ ಮನವಿ ಸಲ್ಲಿಸಲಾಯಿತು. ಈ ಗ್ರಾಮದಿಂದ ಪ್ರತಿದಿನ ನೂರಾರು ವಿದ್ಯಾರ್ಥಿಗಳು ಹೊಸಪೇಟೆ ನಗರಕ್ಕೆ ಪ್ರೌಢಶಿಕ್ಷಣಕ್ಕಾಗಿ ತೆರಳುತ್ತಿದ್ದು, ಸಾರಿಗೆ ಸಮಸ್ಯೆ ಹಾಗೂ ಇತರೆ ತೊಂದರೆಗಳನ್ನು ಅನುಭವಿಸುತ್ತಿದ್ದಾರೆ. ಈ ಸಂದರ್ಭದಲ್ಲಿ ಎಸ್‌ಡಿಎಂಸಿ ಅಧ್ಯಕ್ಷ ಡಿ.ವಿಜಯ ಕುಮಾರ್, ಸದಸ್ಯರಾದ ಕೆ.ಅಬ್ದುಲ್, ಪಂಪಾಪತಿ, ಸಿಂಗಪ್ಪ ಮುಂತಾದವರು ಉಪಸ್ಥಿತರಿದ್ದರು. [11,2119,383,2259]
article-body: ಸಿರುಗುಪ್ಪ: ತಾಲ್ಲೂಕಿನ ಸಿರಿಗೇರಿ ಗ್ರಾಮದ 4 ನೇ ವಾರ್ಡಿನ ಮಧ್ಯಾಹ್ನ ಬಜಾರದಲ್ಲಿ ಬುಧವಾರದಂದು ಏಕಾಏಕಿ ಹುಚ್ಚು ನಾಯಿ ಕಡಿತದಿಂದ ಗಾಯಗೊಂಡಿದ್ದಾರೆ. ಎತ್ತು ಎಮ್ಮೆ ಕರುಗಳಿಗೆ ಬೆನ್ನತ್ತಿ ಕಚ್ಚಿ ರಕ್ತ ಸಿಕ್ಕಿ ಸಿಕ್ಕಲ್ಲಿ ಭೀಕರ ದೃಶ್ಯ ಕಂಡುಬಂತು. ಇಬ್ಬರಿಗೆ ಗಾಯಗೊಂಡಿದ್ದಾರೆ. ಕಚ್ಚಿ ಮನೆಯೊಂದರಲ್ಲಿ ಅವಿತುಕೊಂಡಿದ್ದ ನಾಯಿಯನ್ನು ಸಾರ್ವಜನಿಕರು ಬಡಿದು ಹಾಕಿದ್ದಾರೆ.ನರಸಮ್ಮ ಎನ್ನುವವರು [764,631,1005,771]
article-body: ಮಾಡಲಾಗಿತ್ತು. ಇಜಾರಿ ಸಿರಸಪ್ಪ ವೃತ್ತದಲ್ಲಿ ಕ್ರೇನ್ ಮೂಲಕ ಗಣಪತಿಗೆ ಹಾರ ಹಾಕಲಾಯ್ತು, ದಾರಿ ಉದ್ದಕ್ಕೂ ಯಂತ್ರದ ಮೂಲಕ ಬಣ್ಣ ಬಣ್ಣದ ಕಾಗದಗಳಿಂದ ಕೂಡಿದ ಹೂ ಮಳೆಯನ್ನು ಆಗಾಗ ಸುರಿಸಲಾಗುತ್ತಿತು. ಸಿಡಿಮದ್ದಿನ ಅಬ್ಬರಕ್ಕೆ ಯುವಕರ ಕುಣಿತ ಎಡೆಬಿಡದೆ ಸಾಗುತ್ತಿತು, ಭಕ್ತರು [272,934,504,1031]
byline: ಹೊಸಪೇಟೆ ಟೈಮ್ಸ್ ನ್ಯೂಸ್ [11,2098,125,2114]
newspaper-title: ಹೊಸಪೇಟೆ ಟೈಮ್ಸ್ [656,5,856,40]
photo-caption: ಸಾಹಸ ಸಿಂಹ ಡಾಕ್ಟರ್ ವಿಷ್ಣುವರ್ಧನ್ ಅವರ 74 ನೆಯ ಜನ್ಮ ದಿನದ ಅಂಗವಾಗಿ ಡಾಕ್ಟರ್ ವಿಷ್ಣುವರ್ಧನ್ ಅಭಿಮಾನಿಗಳ ಸಂಘ ಇಂದು ಕೇಕ್ ಕತ್ತರಿಸುವ ಮೂಲಕ ಹುಟ್ಟು ಹಬ್ಬವನ್ನು ಆಚರಿಸಲಾಯಿತು ಈ ಸಂದರ್ಭದಲ್ಲಿ ಶ್ರೀಮತಿ ಕವಿತಾ ಬುಕ್ ಸ್ಟಾಲ್ ಮಾಲೀಕರಾದ ಹನುಮಂತಪ್ಪ ಅವರು ಹಾಗೂ ಚಂದ್ರಶೇಖರ್ ಶ್ರೀಕಾಂತ, ನಾಗರಾಜ ರವಿ ಇನ್ನೂ ಪತ್ರಿಕೆ ಹಂಚುವ ಬಾಲಕರು ಉಪಸ್ಥಿತರಿದ್ದರು. [9,1743,550,1794]
byline: ಹೊಸಪೇಟೆ ಟೈಮ್ಸ್ ನ್ಯೂಸ್ [764,610,878,625]
article-body: ಸಿರುಗುಪ್ಪ: ತಾಲ್ಲೂಕಿನ ತೆಕ್ಕಲಕೋಟೆ ಪಟ್ಟಣದ ಶ್ರೀ ವಿವೇಕಾನಂದ ಪ್ರಾಥಮಿಕ ಶಾಲೆಯಲ್ಲಿ ನಡೆದ ತೆಕ್ಕಲಕೋಟೆ ಕ್ಲಸ್ಟರ್ ಮಟ್ಟದ ಮಕ್ಕಳ ಪ್ರತಿಭಾ ಕಾರಂಜಿ ಕಾರ್ಯಕ್ರಮವನ್ನು ಸಿರುಗುಪ್ಪ ತಾಲ್ಲೂಕು ಕ್ಷೇತ್ರ ಶಿಕ್ಷಣಾಧಿಕಾರಿ ಗುರಪ್ಪ ಅವರು ಉದ್ಘಾಟಿಸಿದರು. ನಂತರ ಮಾತನಾಡಿ ಮಕ್ಕಳಿಗೆ ಇದೊಂದು ಸುವರ್ಣ ಅವಕಾಶವಾಗಿದ್ದು, ಕ್ಲಸ್ಟರ್ ಮಟ್ಟದಲ್ಲಿ ಗೆಲುವನ್ನು ಸಾಧಿಸಿ ತಾಲ್ಲೂಕು ,ಜಿಲ್ಲಾ ಮಟ್ಟ ರಾಜ್ಯಮಟ್ಟದಲ್ಲಿ ಕೂಡ ಗೆಲುವನ್ನು ಸಾಧಿಸಬೇಕು. ಪ್ರತಿಭಾ ಕಾರಂಜಿಯಲ್ಲಿ ಭಾಗವಹಿಸಿದಂತ ವಿದ್ಯಾರ್ಥಿಗಳಿಗೆ, ತೀರ್ಪುಗಾರರು ಉತ್ತಮವಾದ ನಿರ್ಣಯವನ್ನು ಕೆಗೆದುಕೊಂಡು, ಯಾರ ಹತ್ತಿರ ಉತ್ತಮ ಪ್ರತಿಭೆ ಅಡಗಿದ್ದರೋ, ಅಂತ ವಿದ್ಯಾರ್ಥಿಗಳನ್ನು ತಾಲ್ಲೂಕು ಮಟ್ಟಕ್ಕೆ ಹಾಗೂ ವಿದ್ಯಾರ್ಥಿನಿಯರಿಗೆ ಪ್ರಥಮ ಮತ್ತು ದ್ವಿತೀಯ ಸ್ಥಾನಗಳನ್ನು ನೀಡಬೇಕೆಂದು [764,161,1005,424]
section-divider [756,865,1512,868]
tender-office: ನಗರಸಭಾ ಕಾರ್ಯಾಲಯ ಹೊಸಪೇಟೆ [1134,1772,1310,1789]
tender-dates: 1.ಟೆಂಡರ್ ಪ್ರಕಟಿಸುವ ದಿನಾಂಕ: 03-10-2024 ಸಮಯ 5.10 ಕ್ಕೆ 2.ಟೆಂಡರ್ ಸಲ್ಲಿಸಲು ಕೊನೆಯ ದಿನಾಂಕ: 04-10-2024 ಸಮಯ 4:30 ಕ್ಕೆ ತಾಂತ್ರಿಕ ಬಿಡ್ ತೆರೆಯುವ ದಿನಾಂಕ [945,1879,1496,1890]
article-headline: ಹುಚ್ಚು ನಾಯಿ ಕಡಿತ ಇಬ್ಬರಿಗೆ ಹಾಗೂ ಜಾನುವಾರಿಗೆ ಗಾಯ [874,560,1392,592]
column-divider [931,1768,933,2334]
vishnuvardhan-road-photo [9,1108,559,1358]
article-headline: ಪ್ರಶಸ್ತಿ: ಅರ್ಜಿ ಆಹ್ವಾನ [1230,909,1410,938]
article-headline: ಆಕ್ಷೇಪಣೆ ಸಲ್ಲಿಸಲು ಅವಕಾಶ [808,871,1077,906]
byline: ಹೊಸಪೇಟೆ ಟೈಮ್ಸ್ ನ್ಯೂಸ್ [574,1206,675,1220]
section-divider [756,1505,1512,1508]
article-headline: ನಾಗೇನಹಳ್ಳಿಗೆ ಪ್ರೌಢಶಾಲೆ ಮಂಜೂರಿಗೆ: [43,1845,351,1874]
page-number: ಪುಟ-4 [1433,11,1493,38]
section-divider [0,553,1512,555]
article-headline: ಹಿಂದುಳಿದ ವರ್ಗಗಳ ಕಲ್ಯಾಣ ಇಲಾಖೆ; [433,1845,718,1872]
article-body: ಹರಪನಹಳ್ಳಿ:- ತಾಲೂಕು ಉಪ್ಪಾರ ನೌಕರರ ಸಂಘದ ಪ್ರಥಮ ವರ್ಷದ ಪ್ರತಿಭಾ ಪುರಸ್ಕಾರ ಸಮಾರಂಭ ಹಮ್ಮಿಕೊಂಡಿದ್ದು ತಾಲೂಕು ಉಪ್ಪಾರ ಸಮಾಜದ ಪ್ರತಿಭಾವಂತ ವಿದ್ಯಾರ್ಥಿಗಳು 2024-25 ನೇ ಸಾಲಿನ ಪ್ರತಿಭಾ ಪುರಸ್ಕಾರಕ್ಕೆ ತಾಲ್ಲೂಕು ಉಪ್ಪಾರ ನೌಕರರ ಸಂಘದಿಂದ ಅರ್ಜಿ ಆಹ್ವಾನಿಸಲಾಗಿದೆ. ಎಸ್‌ಎಸ್‌ಎಲ್‌ಸಿ ಮತ್ತು ಪಿಯುಸಿಯಲ್ಲಿ ಶೇಕಡಾ 80% ಕ್ಕಿಂತ ಹೆಚ್ಚು ಅಂಕ ಪಡೆದ ವಿದ್ಯಾರ್ಥಿಗಳು ದಿನಾಂಕ 25-09-2024 ರೊಳಗಾಗಿ ಅಂಕಪಟ್ಟಿ ಜೆರಾಕ್ಸ್ ಪ್ರತಿ ಮತ್ತು ಫೋಟೋ ಸಹಿತ ಕೆಳಗಿನ ನೊಂದಾಯಿಸಬೇಕು. ಸಂಪರ್ಕಿಸಿ:- 9900982908, 9731832212 9731746182 9743044988 ಈ ಸಂಖ್ಯೆಗೆ ಸಂಪರ್ಕಿಸಲು ಉಪ್ಪಾರ ನೌಕರರ ಸಂಘದ ತಾಲೂಕು ಅಧ್ಯಕ್ಷ ಕೆ.ಅಂಜಿನಪ್ಪ ಮತ್ತು ಪ್ರಧಾನ ಕಾರ್ಯದರ್ಶಿ ಕಾಡಜ್ಜಿ ಮಂಜುನಾಥ ಪಿ ಜಾನಪ್ಪ ಎಂದು, ಪ್ರಕಾಶ್ ಪ್ರಕಟಣೆಯಲ್ಲಿ ತಿಳಿಸಿದ್ದಾರೆ. [574,1225,751,1634]
article-headline: ಪಟ್ಟಣದಲ್ಲಿ ಶಾಂತ ರೀತಿಯಲ್ಲಿ ಜರುಗಿದ ಹಿಂದೂ [133,559,624,598]
tender-signatory: ಸಹಿ/-ಪೌರಾಯುಕ್ತರು, ನಗರಸಭೆ ಹೊಸಪೇಟೆ [1379,2298,1499,2309]
byline: ಹೊಸಪೇಟೆ ಟೈಮ್ಸ್ ನ್ಯೂಸ್ [1139,951,1253,967]
photo-caption: ಡಾ.ವಿಷ್ಣುವರ್ಧನ್ ಅಭಿಮಾನಿಗಳ ಸಂಘದಿಂದ ಬುಧವಾರ ಅನಂತ ಶಯನಗುಡಿ ರೇಲ್ವೆ ಕ್ವಾಟ್ರಸ್ ನಿಂದ ಬಳ್ಳಾರಿ ರೋಡ್ ಆಲದ ಮರದ ಹತ್ತಿರ ಮೇನ್ ರೋಡ್ ಬಳ್ಳಾರಿ ಮಾರ್ಗಕ್ಕೆ ಹೊಂದಿಕೊಳ್ಳುವ ರಸ್ತೆಗೆ ಡಾಕ್ಟರ್ ವಿಷ್ಣುವರ್ಧನ್ ರಸ್ತೆ ಎಂದು ನಾಮಕರಣ ಮಾಡಿದರು. ಈ ಸಂದರ್ಭದಲ್ಲಿ ಕವಿತಾ ಈಶ್ವರ್ ಸಿಂಗ್, ನಗರಸಭೆ ಸದಸ್ಯರಾದ ಕಮಲಮ್ಮ ಹಾಗೂ ತಾರಿಹಳ್ಳಿ ಜಂಬುನಾಥ್ ಚಂದ್ರಶೇಖರ್ ಶಾಸ್ತ್ರಿ, ಸಂತೋಷ್ ಜಯಂತ್, ಪಂಪಾ, ಚಂದ್ರಶೇಖರ್ ಇನ್ನೂ ಮುಂತಾದವರು ಉಪಸ್ಥಿತರಿದ್ದರು. [9,1364,552,1433]
masthead [0,0,1512,50]
issue-date: ಗುರುವಾರ 19-09-2024 [14,11,247,38]
ganapati-procession-photo [272,669,746,925]
article-body: ಹೇಳಿದರು. ಈ ಸಂದರ್ಭದಲ್ಲಿ ಶ್ರೀ ವಿವೇಕಾನಂದ ವಿದ್ಯಾ ಸಂಸ್ಥೆಯ ಅಧ್ಯಕ್ಷ ಎಂ.ನಬೀಲ್, ಇ.ಸಿ.ಒ ಗಳಾದ ಹನುಮಂತ ಗೌಡ, ಪಂಪಾಪತಿ, ಸಿ.ಆರ್.ಪಿ ತಿಮ್ಮನಗೌಡ, ಬಿ.ಆರ್.ಪಿ.ಗಳಾದ ಗಣೇಂದ್ರ, ರುದ್ರೇಶ್, ಶ್ರೀ ಸಾಯಿರಾಮ್ ವಿದ್ಯಾ ಸಂಸ್ಥೆ ಅಧ್ಯಕ್ಷ ರಾಮ್ ಮೋಹನ್, ಪಟ್ಟಣ ಪಂಚಾಯಿತಿ ಆರ್.ಐ ಸುಬ್ರಮಣ್ಯ [1012,336,1251,455]
imprint-footer [0,2342,1512,2415]
article-body: ಸುಬ್ಬಯ್ಯ ಅವರು ತಿಳಿಸಿದ್ದಾರೆ. ಕಾರ್ಮಿಕರು, ಪಿಂಚಣಿದಾರರು ಮತ್ತು ಉದ್ಯೋಗದಾತರು ಭಾಗವಹಿಸಿ ತಮ್ಮ ಸಮಸ್ಯೆಗಳ ಬಗ್ಗೆ ಮಾಹಿತಿ ವಿನಿಮಯ ಮಾಡಿ ಕೊಳ್ಳಬಹುದು. ಉದ್ಯೋಗದಾತರ ಕರ್ತವ್ಯ ಮತ್ತು ಜವಾಬ್ದಾರಿಗಳ ಕುರಿತು ಅರಿವು, ಕಾರ್ಮಿಕರಿಗೆ, ಉದ್ಯೋಗದಾತರಿಗೆ, ಪ್ರಧಾನ ಉದ್ಯೋಗದಾತರಿಗೆ ಮತ್ತು ಗುತ್ತಿಗೆದಾರರಿಗೆ ಲಭ್ಯವಿರುವ ಆನ್‌ಲೈನ್ [1009,1571,1249,1711]
